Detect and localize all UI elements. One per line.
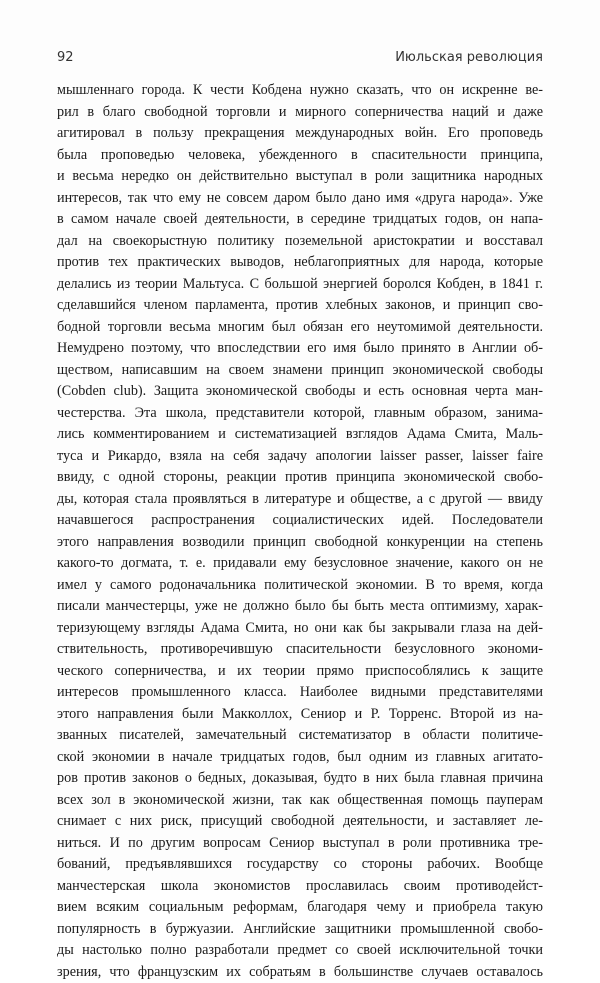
body-text xyxy=(57,80,543,983)
text-line: ществом, написавшим на своем знамени принцип экономической свободы xyxy=(57,360,543,382)
text-line: ческого соперничества, и их теории прямо приспособлялись к защите xyxy=(57,661,543,683)
text-line: интересов промышленного класса. Наиболее видными представителями xyxy=(57,682,543,704)
text-line: делались из теории Мальтуса. С большой энергией боролся Кобден, в 1841 г. xyxy=(57,274,543,296)
text-line: манчестерская школа экономистов прославилась своим противодейст- xyxy=(57,876,543,898)
text-line: ствительность, противоречившую спасительности безусловного экономи- xyxy=(57,639,543,661)
text-line: снимает с них риск, присущий свободной деятельности, и заставляет ле- xyxy=(57,811,543,833)
text-line: сделавшийся членом парламента, против хлебных законов, и принцип сво- xyxy=(57,295,543,317)
text-line: ниться. И по другим вопросам Сениор выступал в роли противника тре- xyxy=(57,833,543,855)
page-number: 92 xyxy=(57,50,74,65)
running-title: Июльская революция xyxy=(395,50,543,65)
text-line: агитировал в пользу прекращения международных войн. Его проповедь xyxy=(57,123,543,145)
text-line: ды, которая стала проявляться в литературе и обществе, а с другой — ввиду xyxy=(57,489,543,511)
text-line: рил в благо свободной торговли и мирного соперничества наций и даже xyxy=(57,102,543,124)
text-line: популярность в буржуазии. Английские защитники промышленной свобо- xyxy=(57,919,543,941)
text-line: вием всяким социальным реформам, благодаря чему и приобрела такую xyxy=(57,897,543,919)
text-line: начавшегося распространения социалистических идей. Последователи xyxy=(57,510,543,532)
text-line: какого-то догмата, т. е. придавали ему безусловное значение, какого он не xyxy=(57,553,543,575)
text-line: ров против законов о бедных, доказывая, будто в них была главная причина xyxy=(57,768,543,790)
text-line: дал на своекорыстную политику поземельной аристократии и восставал xyxy=(57,231,543,253)
text-line: Немудрено поэтому, что впоследствии его имя было принято в Англии об- xyxy=(57,338,543,360)
text-line: мышленнаго города. К чести Кобдена нужно сказать, что он искренне ве- xyxy=(57,80,543,102)
text-line: интересов, так что ему не совсем даром было дано имя «друга народа». Уже xyxy=(57,188,543,210)
text-line: зрения, что французским их собратьям в большинстве случаев оставалось xyxy=(57,962,543,983)
text-line: бодной торговли весьма многим был обязан его неутомимой деятельности. xyxy=(57,317,543,339)
text-line: имел у самого родоначальника политической экономии. В то время, когда xyxy=(57,575,543,597)
text-line: ды настолько полно разработали предмет со своей исключительной точки xyxy=(57,940,543,962)
text-line: этого направления возводили принцип свободной конкуренции на степень xyxy=(57,532,543,554)
text-line: честерства. Эта школа, представители которой, главным образом, занима- xyxy=(57,403,543,425)
text-line: была проповедью человека, убежденного в спасительности принципа, xyxy=(57,145,543,167)
text-line: ской экономии в начале тридцатых годов, был одним из главных агитато- xyxy=(57,747,543,769)
text-line: писали манчестерцы, уже не должно было бы быть места оптимизму, харак- xyxy=(57,596,543,618)
text-line: этого направления были Макколлох, Сениор и Р. Торренс. Второй из на- xyxy=(57,704,543,726)
text-line: против тех практических выводов, неблагоприятных для народа, которые xyxy=(57,252,543,274)
text-line: и весьма нередко он действительно выступал в роли защитника народных xyxy=(57,166,543,188)
text-line: ввиду, с одной стороны, реакции против принципа экономической свобо- xyxy=(57,467,543,489)
text-line: званных писателей, замечательный систематизатор в области политиче- xyxy=(57,725,543,747)
text-line: теризующему взгляды Адама Смита, но они как бы закрывали глаза на дей- xyxy=(57,618,543,640)
text-line: лись комментированием и систематизацией взглядов Адама Смита, Маль- xyxy=(57,424,543,446)
text-line: всех зол в экономической жизни, так как общественная помощь пауперам xyxy=(57,790,543,812)
text-line: в самом начале своей деятельности, в середине тридцатых годов, он напа- xyxy=(57,209,543,231)
text-line: (Cobden club). Защита экономической свободы и есть основная черта ман- xyxy=(57,381,543,403)
page-header xyxy=(57,50,543,70)
text-line: бований, предъявлявшихся государству со стороны рабочих. Вообще xyxy=(57,854,543,876)
text-line: туса и Рикардо, взяла на себя задачу апологии laisser passer, laisser faire xyxy=(57,446,543,468)
